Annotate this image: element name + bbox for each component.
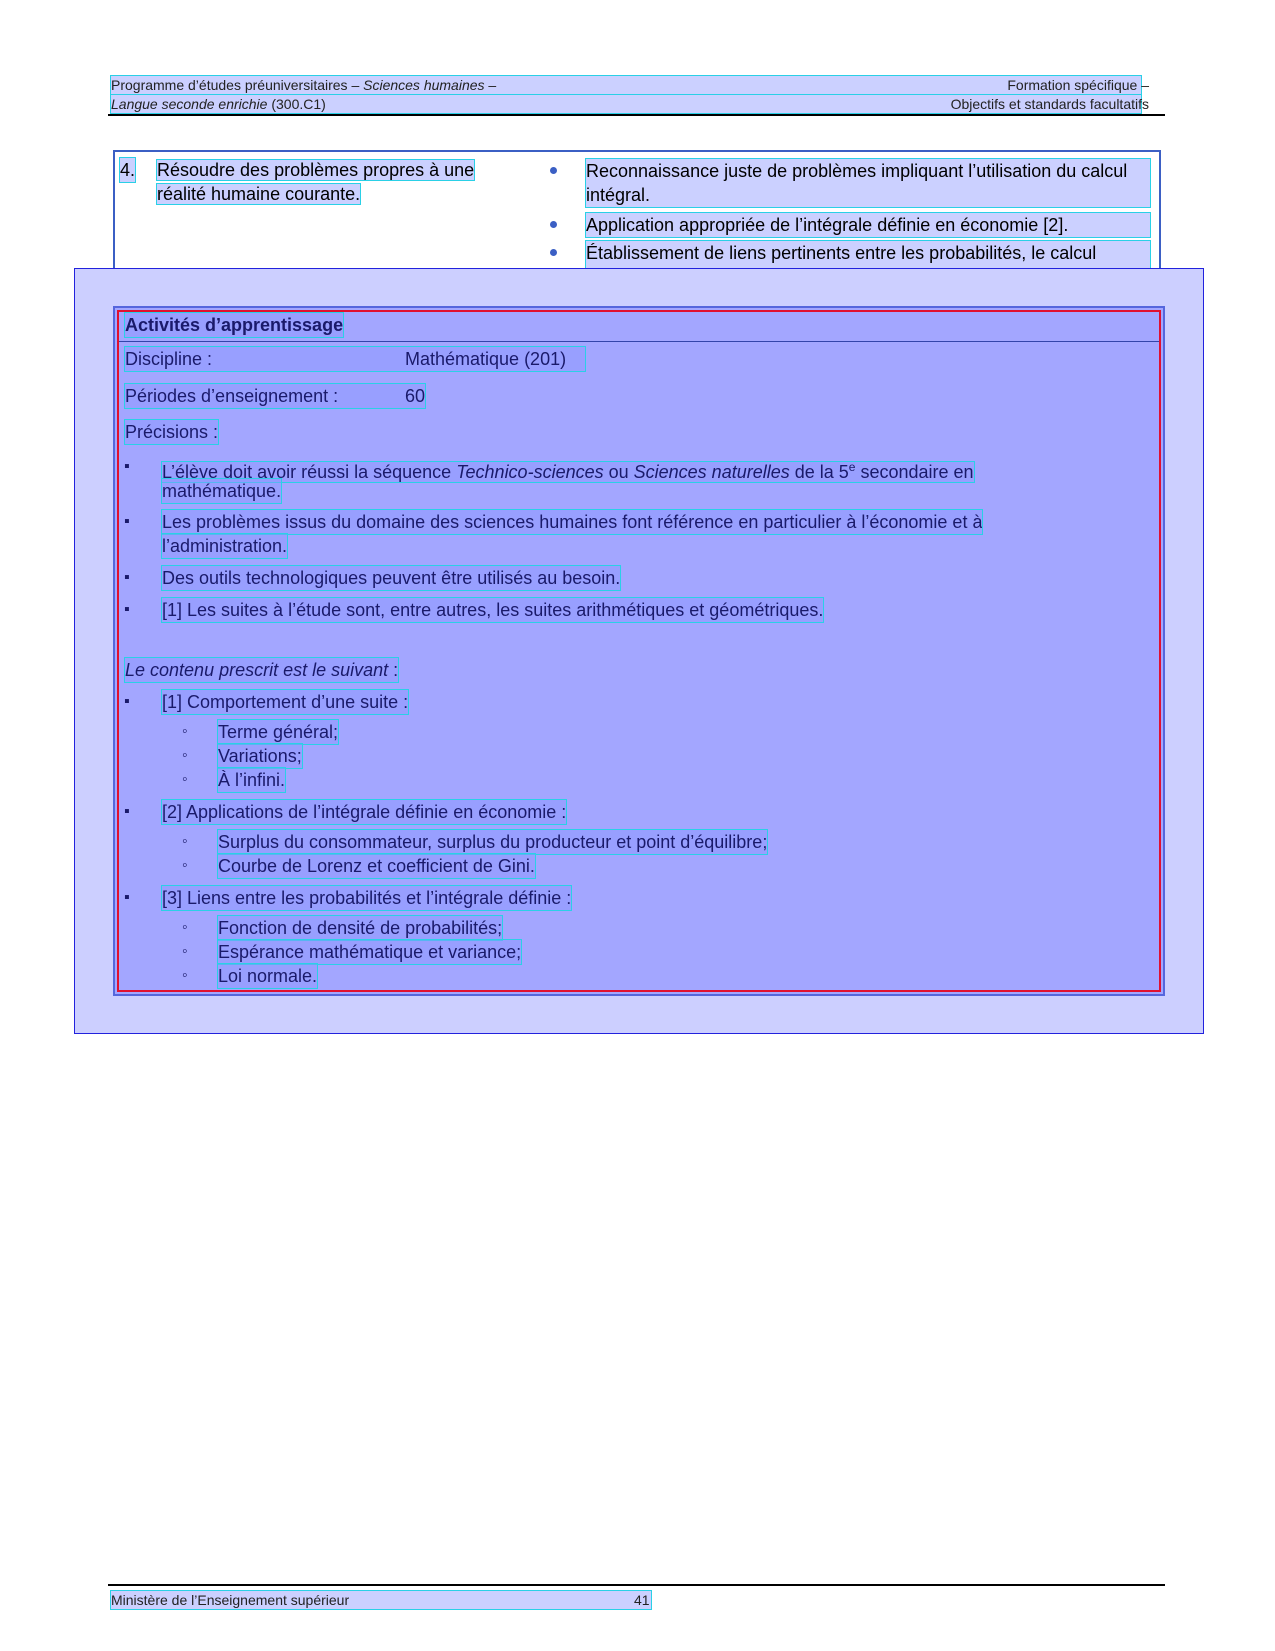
- group-3-item-2: Espérance mathématique et variance;: [218, 942, 522, 962]
- periods-row: Périodes d’enseignement :: [125, 384, 425, 408]
- discipline-row: Discipline :: [125, 347, 585, 371]
- group-1-item-3: À l’infini.: [218, 770, 286, 790]
- group-1-title: [1] Comportement d’une suite :: [162, 692, 409, 712]
- activities-title: Activités d’apprentissage: [125, 315, 344, 335]
- group-3-title: [3] Liens entre les probabilités et l’intégrale définie :: [162, 888, 572, 908]
- sub-bullet-icon: ◦: [182, 967, 188, 984]
- sub-bullet-icon: ◦: [182, 857, 188, 874]
- square-bullet-icon: ▪: [124, 693, 130, 710]
- bullet-icon: [550, 221, 557, 228]
- competence-number: 4.: [120, 160, 136, 180]
- competence-statement: Résoudre des problèmes propres à une réalité humaine courante.: [157, 160, 475, 204]
- periods-value: 60: [405, 386, 426, 406]
- discipline-value: Mathématique (201): [405, 349, 567, 369]
- precision-3: Des outils technologiques peuvent être utilisés au besoin.: [162, 568, 621, 588]
- header-right-line1: Formation spécifique –: [1007, 77, 1149, 93]
- bullet-icon: [550, 167, 557, 174]
- header-right-line2: Objectifs et standards facultatifs: [950, 96, 1149, 112]
- precision-1: L’élève doit avoir réussi la séquence Technico-sciences ou Sciences naturelles de la 5e secondaire en: [162, 460, 974, 482]
- group-1-item-1: Terme général;: [218, 722, 339, 742]
- square-bullet-icon: ▪: [124, 513, 130, 530]
- sub-bullet-icon: ◦: [182, 919, 188, 936]
- precision-4: [1] Les suites à l’étude sont, entre autres, les suites arithmétiques et géométriques.: [162, 600, 824, 620]
- group-3-item-1: Fonction de densité de probabilités;: [218, 918, 503, 938]
- square-bullet-icon: ▪: [124, 803, 130, 820]
- sub-bullet-icon: ◦: [182, 771, 188, 788]
- precision-2-line1: Les problèmes issus du domaine des sciences humaines font référence en particulier à l’économie et à: [162, 512, 983, 532]
- content-intro: Le contenu prescrit est le suivant :: [125, 660, 399, 680]
- criterion-3: Établissement de liens pertinents entre les probabilités, le calcul: [550, 241, 1150, 289]
- precision-1-line2: mathématique.: [162, 481, 282, 501]
- header-rule: [108, 114, 1165, 116]
- activities-title-rule: [119, 341, 1159, 342]
- precisions-label: Précisions :: [125, 422, 219, 442]
- group-2-title: [2] Applications de l’intégrale définie en économie :: [162, 802, 567, 822]
- sub-bullet-icon: ◦: [182, 833, 188, 850]
- header-left-line1: Programme d’études préuniversitaires – Sciences humaines –: [111, 76, 1141, 94]
- square-bullet-icon: ▪: [124, 889, 130, 906]
- group-3-item-3: Loi normale.: [218, 966, 318, 986]
- footer-rule: [108, 1584, 1165, 1586]
- footer-ministry: Ministère de l’Enseignement supérieur: [111, 1591, 651, 1609]
- precision-2-line2: l’administration.: [162, 536, 288, 556]
- square-bullet-icon: ▪: [124, 458, 130, 475]
- group-2-item-2: Courbe de Lorenz et coefficient de Gini.: [218, 856, 535, 876]
- header-left-line2: Langue seconde enrichie (300.C1): [111, 95, 1141, 113]
- square-bullet-icon: ▪: [124, 601, 130, 618]
- sub-bullet-icon: ◦: [182, 747, 188, 764]
- group-2-item-1: Surplus du consommateur, surplus du producteur et point d’équilibre;: [218, 832, 768, 852]
- group-1-item-2: Variations;: [218, 746, 302, 766]
- bullet-icon: [550, 249, 557, 256]
- square-bullet-icon: ▪: [124, 569, 130, 586]
- criterion-1: Reconnaissance juste de problèmes impliquant l’utilisation du calcul intégral.: [550, 159, 1150, 207]
- criterion-2: Application appropriée de l’intégrale définie en économie [2].: [550, 213, 1150, 237]
- sub-bullet-icon: ◦: [182, 943, 188, 960]
- footer-page-number: 41: [634, 1592, 650, 1608]
- sub-bullet-icon: ◦: [182, 723, 188, 740]
